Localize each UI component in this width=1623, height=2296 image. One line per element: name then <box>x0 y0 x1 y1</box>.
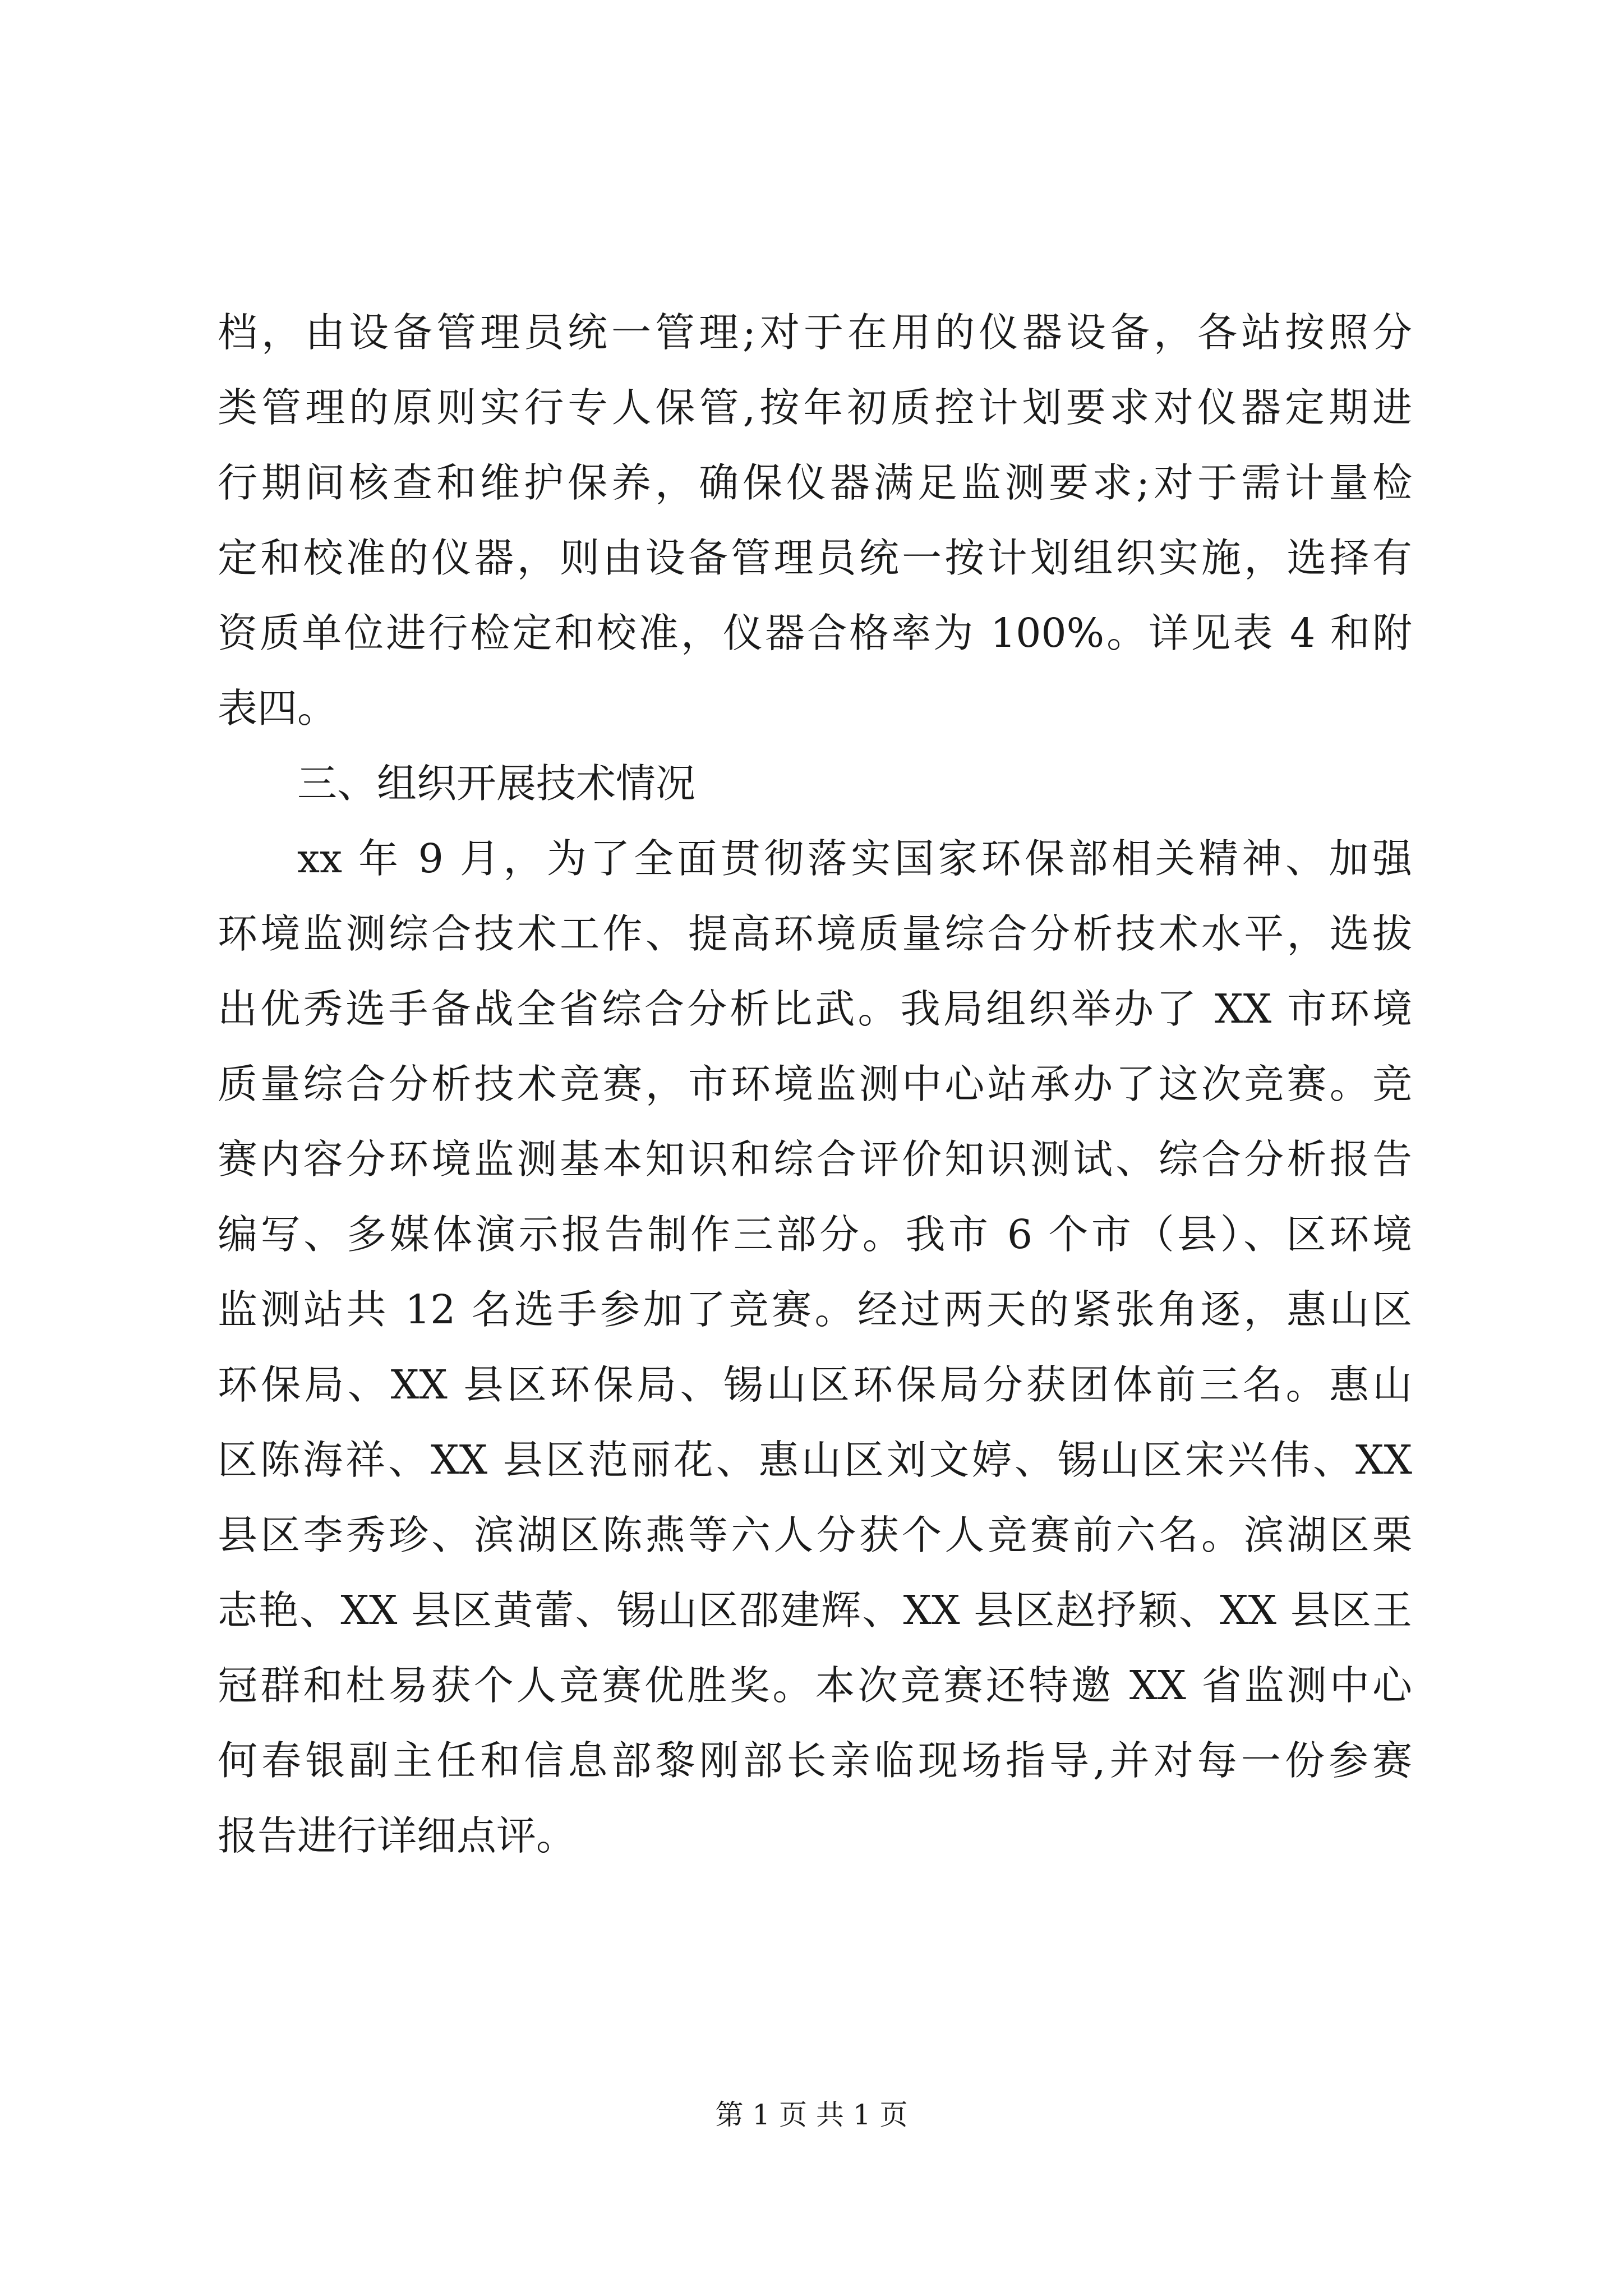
text-line: 档，由设备管理员统一管理;对于在用的仪器设备，各站按照分 <box>218 309 1412 356</box>
text-line: 资质单位进行检定和校准，仪器合格率为 100%。详见表 4 和附 <box>218 610 1412 656</box>
text-line: 类管理的原则实行专人保管,按年初质控计划要求对仪器定期进 <box>218 384 1412 431</box>
text-line: 冠群和杜易获个人竞赛优胜奖。本次竞赛还特邀 XX 省监测中心 <box>218 1662 1412 1709</box>
text-line: xx 年 9 月，为了全面贯彻落实国家环保部相关精神、加强 <box>297 835 1412 882</box>
text-line: 质量综合分析技术竞赛，市环境监测中心站承办了这次竞赛。竞 <box>218 1061 1412 1107</box>
text-line: 环境监测综合技术工作、提高环境质量综合分析技术水平，选拔 <box>218 910 1412 957</box>
text-line: 志艳、XX 县区黄蕾、锡山区邵建辉、XX 县区赵抒颖、XX 县区王 <box>218 1587 1412 1634</box>
document-body <box>218 295 1412 1874</box>
text-line: 定和校准的仪器，则由设备管理员统一按计划组织实施，选择有 <box>218 535 1412 581</box>
text-line: 表四。 <box>218 685 338 731</box>
text-line: 县区李秀珍、滨湖区陈燕等六人分获个人竞赛前六名。滨湖区栗 <box>218 1512 1412 1558</box>
page-footer: 第 1 页 共 1 页 <box>715 2099 908 2131</box>
text-line: 区陈海祥、XX 县区范丽花、惠山区刘文婷、锡山区宋兴伟、XX <box>218 1437 1412 1483</box>
text-line: 环保局、XX 县区环保局、锡山区环保局分获团体前三名。惠山 <box>218 1361 1412 1408</box>
text-line: 报告进行详细点评。 <box>218 1812 577 1859</box>
text-line: 出优秀选手备战全省综合分析比武。我局组织举办了 XX 市环境 <box>218 986 1412 1032</box>
text-line: 监测站共 12 名选手参加了竞赛。经过两天的紧张角逐，惠山区 <box>218 1286 1412 1333</box>
text-line: 编写、多媒体演示报告制作三部分。我市 6 个市（县）、区环境 <box>218 1211 1412 1258</box>
section-heading: 三、组织开展技术情况 <box>297 760 696 807</box>
text-line: 行期间核查和维护保养，确保仪器满足监测要求;对于需计量检 <box>218 459 1412 506</box>
text-line: 赛内容分环境监测基本知识和综合评价知识测试、综合分析报告 <box>218 1136 1412 1182</box>
text-line: 何春银副主任和信息部黎刚部长亲临现场指导,并对每一份参赛 <box>218 1737 1412 1784</box>
